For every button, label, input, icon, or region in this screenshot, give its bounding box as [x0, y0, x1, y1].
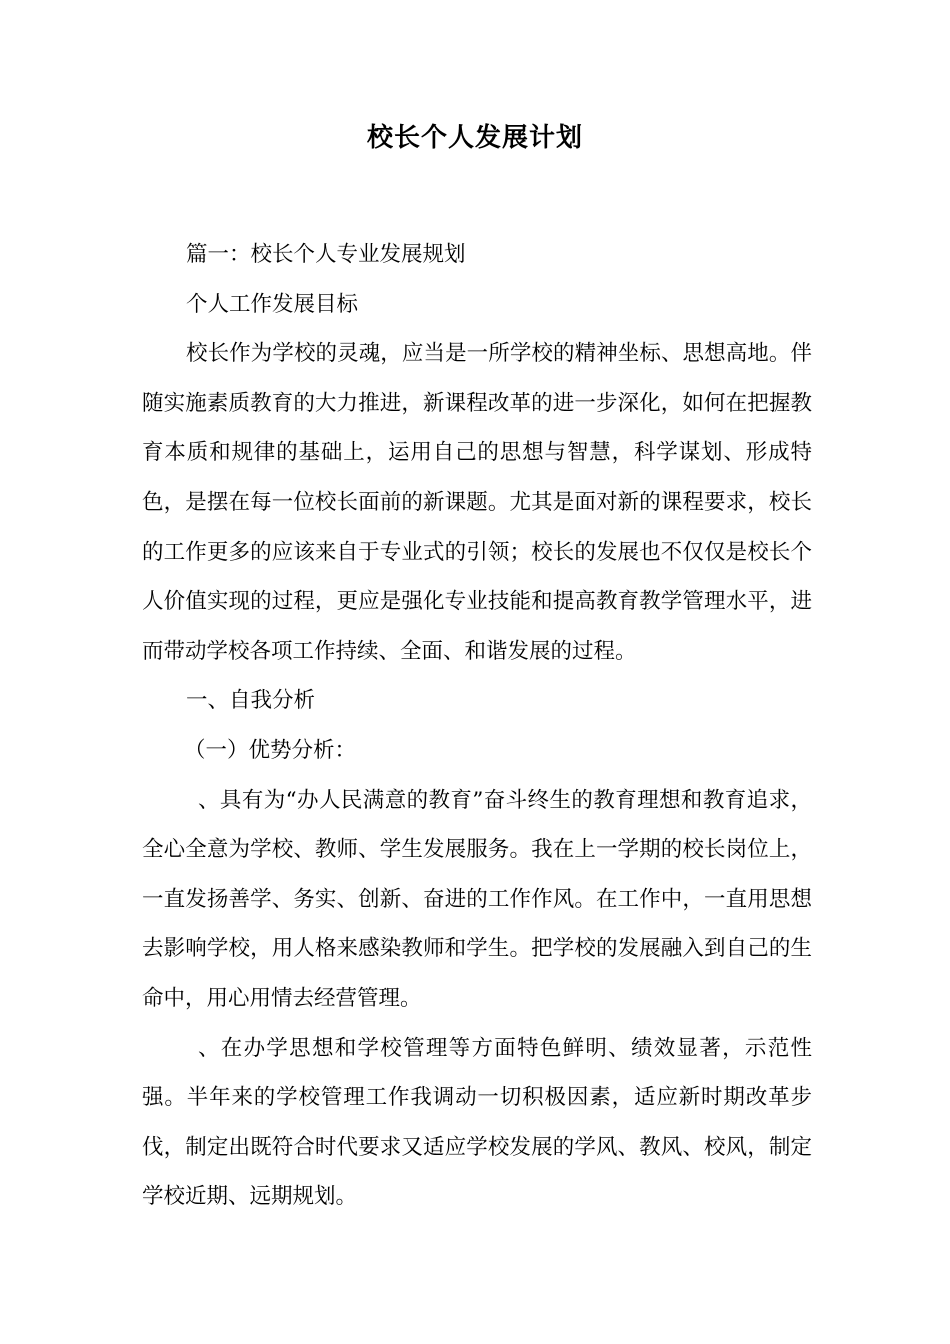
subheading: 个人工作发展目标: [186, 291, 359, 317]
paragraph: 校长作为学校的灵魂，应当是一所学校的精神坐标、思想高地。伴随实施素质教育的大力推进，新课程改革的进一步深化，如何在把握教育本质和规律的基础上，运用自己的思想与智慧，科学谋划、形成特色，是摆在每一位校长面前的新课题。尤其是面对新的课程要求，校长的工作更多的应该来自于专业式的引领；校长的发展也不仅仅是校长个人价值实现的过程，更应是强化专业技能和提高教育教学管理水平，进而带动学校各项工作持续、全面、和谐发展的过程。: [142, 341, 812, 664]
document-title: 校长个人发展计划: [366, 123, 583, 153]
paragraph: 、具有为“办人民满意的教育”奋斗终生的教育理想和教育追求，全心全意为学校、教师、学生发展服务。我在上一学期的校长岗位上，一直发扬善学、务实、创新、奋进的工作作风。在工作中，一直用思想去影响学校，用人格来感染教师和学生。把学校的发展融入到自己的生命中，用心用情去经营管理。: [142, 787, 812, 1011]
section-heading: 一、自我分析: [186, 688, 316, 714]
section-heading: 篇一：校长个人专业发展规划: [186, 242, 466, 267]
subheading: （一）优势分析：: [184, 737, 357, 763]
document-body: [142, 230, 812, 1222]
paragraph: 、在办学思想和学校管理等方面特色鲜明、绩效显著，示范性强。半年来的学校管理工作我调动一切积极因素，适应新时期改革步伐，制定出既符合时代要求又适应学校发展的学风、教风、校风，制定学校近期、远期规划。: [142, 1035, 812, 1210]
